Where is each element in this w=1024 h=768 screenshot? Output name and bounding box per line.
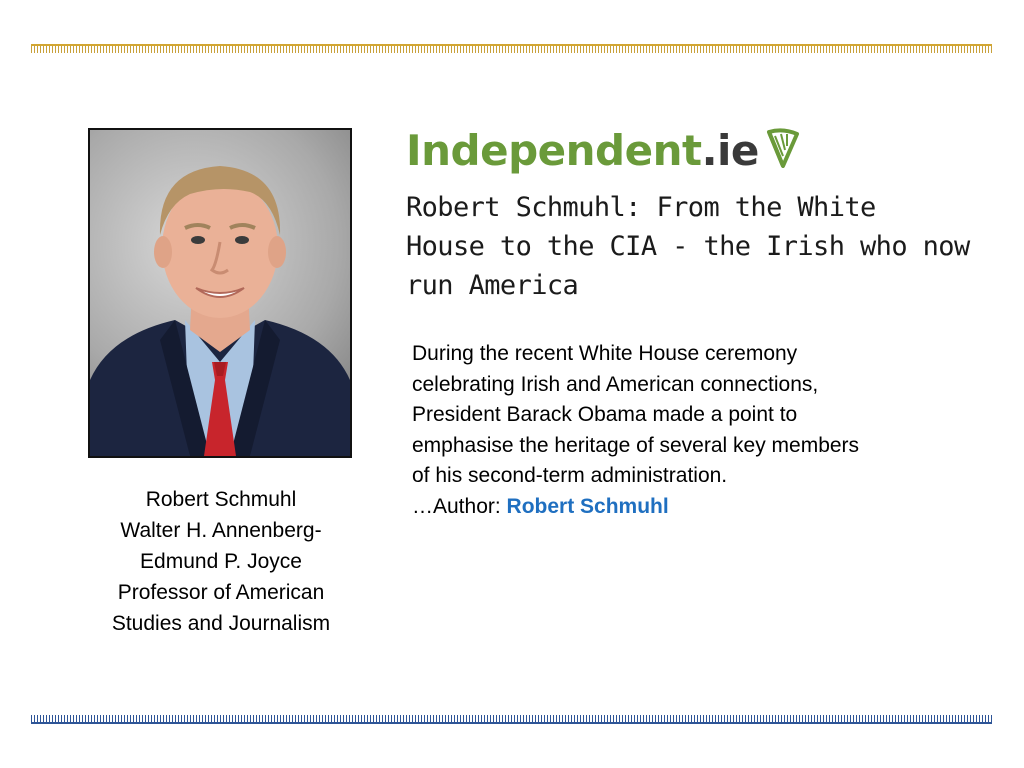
article-headline [406, 188, 970, 305]
excerpt-line: President Barack Obama made a point to [412, 403, 798, 426]
author-line [412, 492, 952, 523]
headline-line: House to the CIA - the Irish who now [406, 231, 970, 262]
logo-wordmark: Independent [406, 125, 702, 175]
excerpt-line: emphasise the heritage of several key members [412, 433, 860, 457]
excerpt-line: During the recent White House ceremony [412, 342, 798, 365]
author-portrait [88, 128, 352, 458]
portrait-illustration [90, 130, 350, 456]
caption-line: Robert Schmuhl [145, 488, 297, 511]
headline-line: Robert Schmuhl: From the White [406, 192, 876, 223]
portrait-caption [90, 484, 352, 639]
caption-line: Walter H. Annenberg- [120, 519, 322, 542]
caption-line: Professor of American [117, 581, 325, 604]
article-excerpt [412, 339, 952, 522]
caption-line: Edmund P. Joyce [140, 550, 302, 573]
author-prefix: …Author: [412, 494, 507, 518]
excerpt-line: of his second-term administration. [412, 464, 728, 487]
harp-icon [765, 128, 801, 173]
logo-domain: .ie [701, 125, 759, 175]
excerpt-line: celebrating Irish and American connections, [412, 372, 819, 396]
independent-ie-logo [406, 122, 801, 178]
top-decorative-rule [31, 44, 992, 53]
bottom-decorative-rule [31, 715, 992, 724]
caption-line: Studies and Journalism [111, 612, 331, 635]
author-link[interactable]: Robert Schmuhl [506, 494, 669, 518]
headline-line: run America [406, 270, 579, 301]
